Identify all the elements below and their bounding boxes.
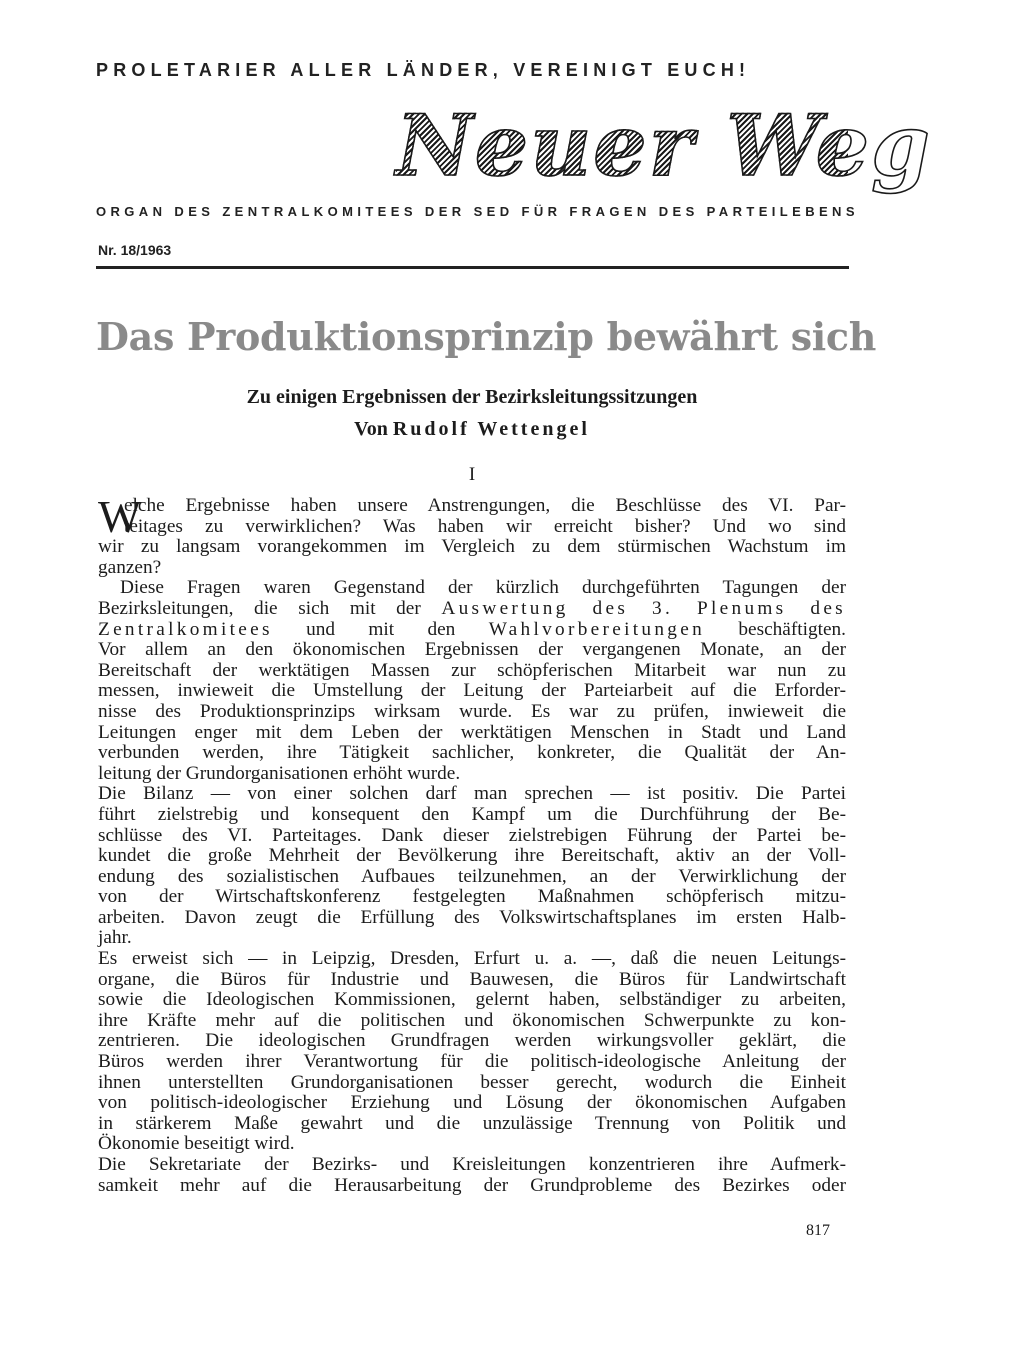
body-line [98,599,846,620]
body-line: teitages zu verwirklichen? Was haben wir erreicht bisher? Und wo sind [124,515,846,537]
body-line: führt zielstrebig und konsequent den Kampf um die Durchführung der Be- [98,803,846,825]
body-line: Die Bilanz — von einer solchen darf man sprechen — ist positiv. Die Partei [98,783,846,805]
body-line [98,620,846,641]
body-line: Diese Fragen waren Gegenstand der kürzlich durchgeführten Tagungen der [120,577,846,599]
body-line: nisse des Produktionsprinzips wirksam wurde. Es war zu prüfen, inwieweit die [98,700,846,722]
body-line: messen, inwieweit die Umstellung der Leitung der Parteiarbeit auf die Erforder- [98,680,846,702]
body-line: ihre Kräfte mehr auf die politischen und ökonomischen Schwerpunkte zu kon- [98,1009,846,1031]
body-line: Es erweist sich — in Leipzig, Dresden, Erfurt u. a. —, daß die neuen Leitungs- [98,948,846,970]
body-line: organe, die Büros für Industrie und Bauwesen, die Büros für Landwirtschaft [98,968,846,990]
body-line: von der Wirtschaftskonferenz festgelegten Maßnahmen schöpferisch mitzu- [98,886,846,908]
organ-subtitle: ORGAN DES ZENTRALKOMITEES DER SED FÜR FRAGEN DES PARTEILEBENS [96,204,859,219]
body-line: Die Sekretariate der Bezirks- und Kreisleitungen konzentrieren ihre Aufmerk- [98,1154,846,1175]
body-line: samkeit mehr auf die Herausarbeitung der Grundprobleme des Bezirkes oder [98,1174,846,1196]
body-line: leitung der Grundorganisationen erhöht wurde. [98,762,461,784]
body-segment: und mit den [306,618,456,640]
body-line: Büros werden ihrer Verantwortung für die politisch-ideologische Anleitung der [98,1051,846,1073]
body-line: Leitungen enger mit dem Leben der werktätigen Menschen in Stadt und Land [98,721,846,743]
body-line: jahr. [98,927,132,949]
page-number: 817 [806,1222,830,1239]
author-name: Rudolf Wettengel [392,418,590,440]
body-line: verbunden werden, ihre Tätigkeit sachlicher, konkreter, die Qualität der An- [98,742,846,764]
body-line: kundet die große Mehrheit der Bevölkerung ihre Bereitschaft, aktiv an der Voll- [98,845,846,867]
body-line: von politisch-ideologischer Erziehung und Lösung der ökonomischen Aufgaben [98,1092,846,1114]
byline-prefix: Von [354,418,388,440]
body-segment-spaced: Wahlvorbereitungen [488,618,706,640]
body-line: arbeiten. Davon zeugt die Erfüllung des Volkswirtschaftsplanes im ersten Halb- [98,906,846,928]
body-line: in stärkerem Maße gewahrt und die unzulässige Trennung von Politik und [98,1112,846,1134]
issue-number: Nr. 18/1963 [98,242,172,258]
article-body [98,491,846,1196]
body-line: Bereitschaft der werktätigen Massen zur schöpferischen Mitarbeit war nun zu [98,659,846,681]
body-line: ganzen? [98,556,162,578]
body-segment: beschäftigten. [738,618,846,640]
body-line: wir zu langsam vorangekommen im Vergleich zu dem stürmischen Wachstum im [98,536,846,558]
body-line: endung des sozialistischen Aufbaues teilzunehmen, an der Verwirklichung der [98,865,846,887]
party-slogan: PROLETARIER ALLER LÄNDER, VEREINIGT EUCH! [96,60,751,80]
body-line: zentrieren. Die ideologischen Grundfragen werden wirkungsvoller geklärt, die [98,1030,846,1052]
article-title: Das Produktionsprinzip bewährt sich [96,314,877,359]
header-rule [96,266,849,269]
body-line: schlüsse des VI. Parteitages. Dank dieser zielstrebigen Führung der Partei be- [98,824,846,846]
body-line: sowie die Ideologischen Kommissionen, gelernt haben, selbständiger zu arbeiten, [98,989,846,1011]
body-segment-spaced: Zentralkomitees [98,618,273,640]
drop-cap: W [98,491,142,542]
body-line: Vor allem an den ökonomischen Ergebnissen der vergangenen Monate, an der [98,639,846,661]
body-line: elche Ergebnisse haben unsere Anstrengungen, die Beschlüsse des VI. Par- [124,495,846,516]
body-segment-spaced: Auswertung des 3. Plenums des [441,597,846,619]
body-segment: Bezirksleitungen, die sich mit der [98,597,421,619]
article-subtitle: Zu einigen Ergebnissen der Bezirksleitungssitzungen [246,386,698,408]
body-line: ihnen unterstellten Grundorganisationen besser gerecht, wodurch die Einheit [98,1071,846,1093]
masthead-logo: Neuer Weg [396,96,932,195]
section-number: I [468,464,476,485]
body-line: Ökonomie beseitigt wird. [98,1133,295,1155]
article-byline [96,418,848,441]
